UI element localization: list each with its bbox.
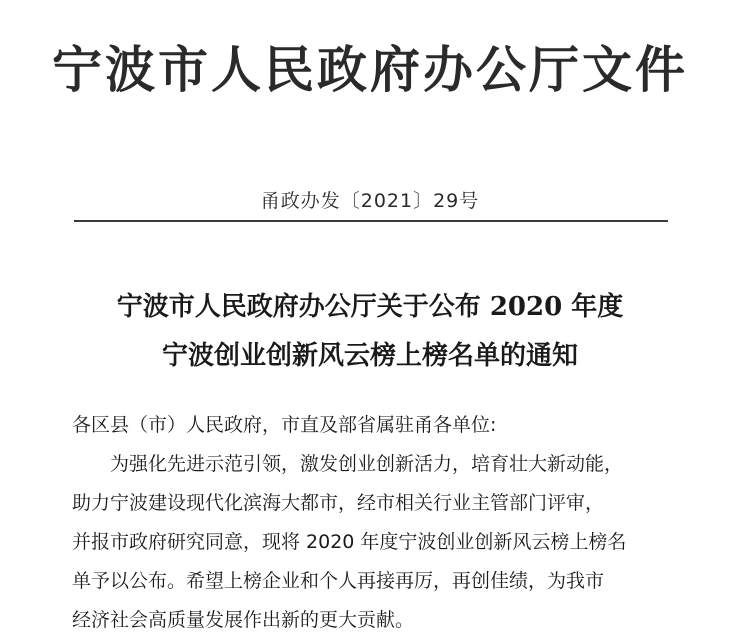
header-divider	[74, 220, 668, 222]
body-line: 为强化先进示范引领，激发创业创新活力，培育壮大新动能，	[110, 453, 624, 475]
body-line: 并报市政府研究同意，现将 2020 年度宁波创业创新风云榜上榜名	[72, 531, 627, 553]
body-line: 助力宁波建设现代化滨海大都市，经市相关行业主管部门评审，	[72, 492, 605, 514]
document-masthead: 宁波市人民政府办公厅文件	[52, 40, 688, 99]
document-number: 甬政办发〔2021〕29号	[260, 190, 480, 212]
notice-title-line-1: 宁波市人民政府办公厅关于公布 2020 年度	[116, 292, 624, 322]
body-line: 经济社会高质量发展作出新的更大贡献。	[72, 609, 415, 631]
body-line: 单予以公布。希望上榜企业和个人再接再厉，再创佳绩，为我市	[72, 570, 605, 592]
salutation: 各区县（市）人民政府，市直及部省属驻甬各单位:	[72, 414, 497, 436]
notice-title-line-2: 宁波创业创新风云榜上榜名单的通知	[161, 341, 578, 371]
